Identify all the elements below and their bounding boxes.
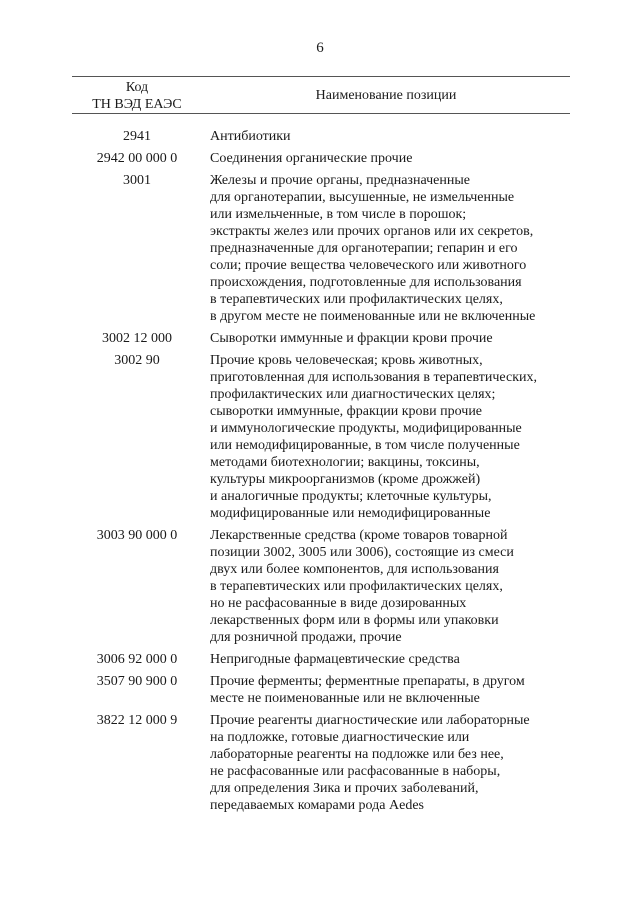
description-line: и иммунологические продукты, модифицированные <box>210 421 522 436</box>
row-description <box>210 330 570 347</box>
description-line: месте не поименованные или не включенные <box>210 691 480 706</box>
description-line: для определения Зика и прочих заболеваний, <box>210 781 479 796</box>
row-description <box>210 651 570 668</box>
description-line: Соединения органические прочие <box>210 151 413 166</box>
description-line: Прочие реагенты диагностические или лабораторные <box>210 713 530 728</box>
table-row <box>72 128 570 145</box>
row-code: 3822 12 000 9 <box>96 713 178 728</box>
description-line: культуры микроорганизмов (кроме дрожжей) <box>210 472 481 487</box>
table-row <box>72 330 570 347</box>
description-line: экстракты желез или прочих органов или их секретов, <box>210 224 534 239</box>
description-line: сыворотки иммунные, фракции крови прочие <box>210 404 483 419</box>
description-line: предназначенные для органотерапии; гепарин и его <box>210 241 518 256</box>
description-line: соли; прочие вещества человеческого или животного <box>210 258 527 273</box>
description-line: передаваемых комарами рода Aedes <box>210 798 424 813</box>
description-line: для органотерапии, высушенные, не измельченные <box>210 190 515 205</box>
description-line: или измельченные, в том числе в порошок; <box>210 207 467 222</box>
page-number: 6 <box>316 40 324 56</box>
description-line: для розничной продажи, прочие <box>210 630 402 645</box>
table-row <box>72 352 570 522</box>
row-code: 3507 90 900 0 <box>96 674 178 689</box>
description-line: не расфасованные или расфасованные в наборы, <box>210 764 501 779</box>
row-description <box>210 712 570 814</box>
table-header <box>72 76 570 114</box>
table-row <box>72 651 570 668</box>
row-description <box>210 673 570 707</box>
description-line: Прочие кровь человеческая; кровь животных, <box>210 353 483 368</box>
table-row <box>72 150 570 167</box>
row-description <box>210 352 570 522</box>
table-row <box>72 673 570 707</box>
description-line: лекарственных форм или в формы или упаковки <box>210 613 499 628</box>
description-line: в другом месте не поименованные или не включенные <box>210 309 536 324</box>
table-row <box>72 527 570 646</box>
description-line: Антибиотики <box>210 129 291 144</box>
description-line: профилактических или диагностических целях; <box>210 387 496 402</box>
description-line: Непригодные фармацевтические средства <box>210 652 460 667</box>
description-line: Прочие ферменты; ферментные препараты, в другом <box>210 674 525 689</box>
description-line: приготовленная для использования в терапевтических, <box>210 370 537 385</box>
description-line: модифицированные или немодифицированные <box>210 506 491 521</box>
description-line: в терапевтических или профилактических целях, <box>210 292 503 307</box>
table-row <box>72 172 570 325</box>
description-line: в терапевтических или профилактических целях, <box>210 579 503 594</box>
description-line: лабораторные реагенты на подложке или без нее, <box>210 747 504 762</box>
row-description <box>210 128 570 145</box>
row-description <box>210 172 570 325</box>
row-code: 2942 00 000 0 <box>96 151 178 166</box>
description-line: Лекарственные средства (кроме товаров товарной <box>210 528 508 543</box>
row-code: 3006 92 000 0 <box>96 652 178 667</box>
description-line: позиции 3002, 3005 или 3006), состоящие из смеси <box>210 545 514 560</box>
row-code: 3002 12 000 <box>102 331 172 346</box>
table-row <box>72 712 570 814</box>
description-line: на подложке, готовые диагностические или <box>210 730 470 745</box>
description-line: двух или более компонентов, для использования <box>210 562 499 577</box>
row-description <box>210 527 570 646</box>
row-code: 3003 90 000 0 <box>96 528 178 543</box>
table-body <box>72 128 570 819</box>
row-code: 3001 <box>123 173 151 188</box>
code-column-header <box>72 79 202 113</box>
description-line: методами биотехнологии; вакцины, токсины, <box>210 455 480 470</box>
description-line: происхождения, подготовленные для использования <box>210 275 522 290</box>
description-line: и аналогичные продукты; клеточные культуры, <box>210 489 492 504</box>
code-header-line: ТН ВЭД ЕАЭС <box>92 97 182 112</box>
description-line: или немодифицированные, в том числе полученные <box>210 438 520 453</box>
description-line: Железы и прочие органы, предназначенные <box>210 173 470 188</box>
row-code: 2941 <box>123 129 151 144</box>
row-description <box>210 150 570 167</box>
row-code: 3002 90 <box>114 353 160 368</box>
description-line: Сыворотки иммунные и фракции крови прочие <box>210 331 493 346</box>
description-line: но не расфасованные в виде дозированных <box>210 596 467 611</box>
name-column-header: Наименование позиции <box>315 88 457 103</box>
code-header-line: Код <box>125 80 149 95</box>
